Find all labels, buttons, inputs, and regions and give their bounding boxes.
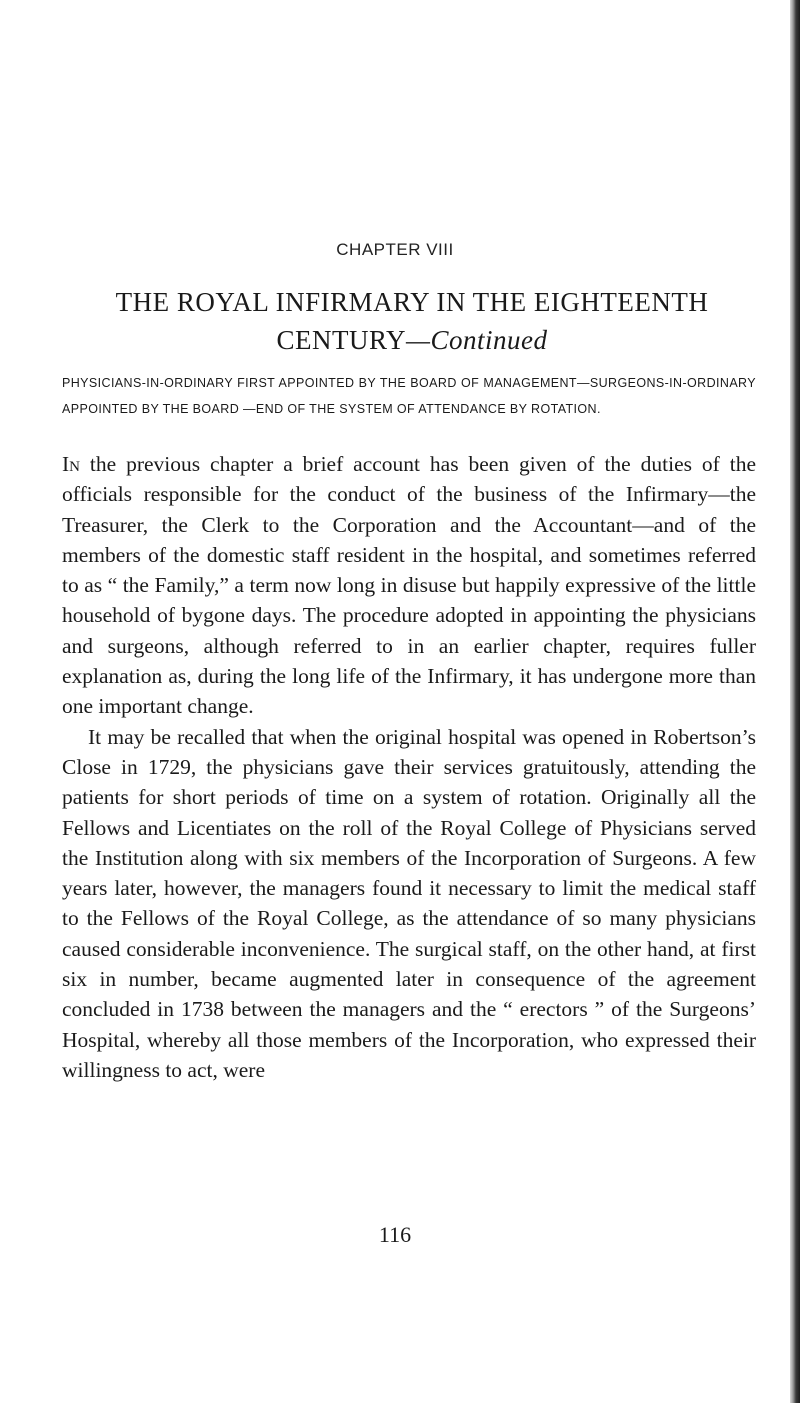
paragraph-1-lead-word: In xyxy=(62,452,80,476)
body-text xyxy=(62,449,756,1085)
chapter-title xyxy=(62,283,762,359)
chapter-synopsis: PHYSICIANS-IN-ORDINARY FIRST APPOINTED BY THE BOARD OF MANAGEMENT—SURGEONS-IN-ORDINARY APPOINTED BY THE BOARD —END OF THE SYSTEM OF ATTENDANCE BY ROTATION. xyxy=(62,376,756,416)
page-edge-shadow xyxy=(790,0,800,1403)
paragraph-1-text: the previous chapter a brief account has been given of the duties of the officials responsible for the conduct of the business of the Infirmary—the Treasurer, the Clerk to the Corporation and the Accountant—and of the members of the domestic staff resident in the hospital, and sometimes referred to as “ the Family,” a term now long in disuse but happily expressive of the little household of bygone days. The procedure adopted in appointing the physicians and surgeons, although referred to in an earlier chapter, requires fuller explanation as, during the long life of the Infirmary, it has undergone more than one important change. xyxy=(62,452,756,719)
chapter-number: CHAPTER VIII xyxy=(336,240,454,259)
paragraph-2: It may be recalled that when the original hospital was opened in Robertson’s Close in 1729, the physicians gave their services gratuitously, attending the patients for short periods of time on a system of rotation. Originally all the Fellows and Licentiates on the roll of the Royal College of Physicians served the Institution along with six members of the Incorporation of Surgeons. A few years later, however, the managers found it necessary to limit the medical staff to the Fellows of the Royal College, as the attendance of so many physicians caused considerable inconvenience. The surgical staff, on the other hand, at first six in number, became augmented later in consequence of the agreement concluded in 1738 between the managers and the “ erectors ” of the Surgeons’ Hospital, whereby all those members of the Incorporation, who expressed their willingness to act, were xyxy=(62,724,756,1082)
paragraph-1 xyxy=(62,449,756,722)
chapter-title-continued: —Continued xyxy=(406,325,548,355)
chapter-title-main: THE ROYAL INFIRMARY IN THE EIGHTEENTH CENTURY xyxy=(115,287,709,355)
page-number: 116 xyxy=(378,1222,412,1247)
